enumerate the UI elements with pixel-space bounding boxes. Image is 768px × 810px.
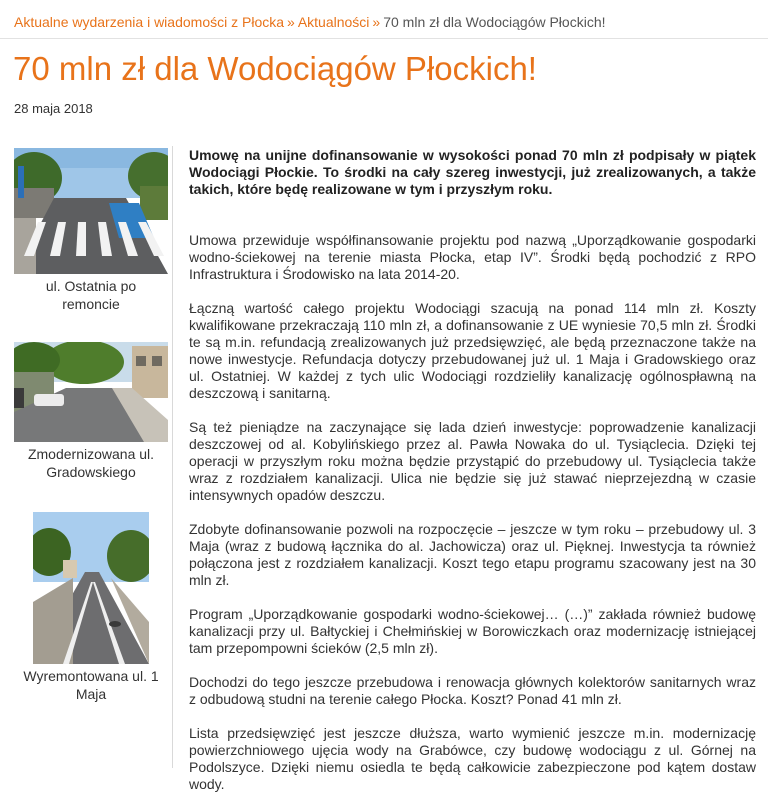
article-paragraph: Umowa przewiduje współfinansowanie projektu pod nazwą „Uporządkowanie gospodarki wodno-ściekowej na terenie miasta Płocka, etap IV”. Środki będą pochodzić z RPO Infrastruktura i Środowisko na lata 2014-20. [189, 232, 756, 282]
sidebar-photo-ostatnia [14, 148, 168, 313]
article-paragraph: Są też pieniądze na zaczynające się lada dzień inwestycje: poprowadzenie kanalizacji deszczowej od al. Kobylińskiego przez al. Pawła Nowaka do ul. Tysiąclecia. Dzięki tej operacji w przyszłym roku można będzie przystąpić do przebudowy ul. Tysiąclecia także wraz z rozdziałem kanalizacji. Ulica nie będzie się już stawać nieprzejezdną w czasie intensywnych opadów deszczu. [189, 419, 756, 503]
sidebar-photo-1-maja [14, 512, 168, 703]
breadcrumb-home-link[interactable]: Aktualne wydarzenia i wiadomości z Płocka [14, 14, 285, 30]
header-divider [0, 38, 768, 39]
breadcrumb-separator: » [372, 14, 381, 30]
article-paragraph: Dochodzi do tego jeszcze przebudowa i renowacja głównych kolektorów sanitarnych wraz z odbudową studni na terenie całego Płocka. Koszt? Ponad 41 mln zł. [189, 674, 756, 707]
photo-caption: Wyremontowana ul. 1 Maja [23, 668, 159, 702]
breadcrumb-separator: » [287, 14, 295, 30]
page-title: 70 mln zł dla Wodociągów Płockich! [13, 50, 537, 87]
article-paragraph: Łączną wartość całego projektu Wodociągi szacują na ponad 114 mln zł. Koszty kwalifikowane przekraczają 110 mln zł, a dofinansowanie z UE wyniesie 70,5 mln zł. Środki te są m.in. refundacją zrealizowanych już przedsięwzięć, ale będą przeznaczone także na nowe inwestycje. Refundacja dotyczy przebudowanej już ul. 1 Maja i Gradowskiego oraz ul. Ostatniej. W każdej z tych ulic Wodociągi rozdzieliły kanalizację ogólnospławną na deszczową i sanitarną. [189, 300, 756, 401]
breadcrumb [14, 14, 606, 30]
article-body [189, 147, 756, 810]
photo-caption: ul. Ostatnia po remoncie [45, 278, 137, 312]
photo-caption: Zmodernizowana ul. Gradowskiego [27, 446, 155, 480]
article-paragraph: Zdobyte dofinansowanie pozwoli na rozpoczęcie – jeszcze w tym roku – przebudowy ul. 3 Maja (wraz z budową łącznika do al. Jachowicza) oraz ul. Pięknej. Inwestycja ta również połączona jest z rozdziałem kanalizacji. Koszt tego etapu programu szacowany jest na 30 mln zł. [189, 521, 756, 588]
sidebar-photo-gradowskiego [14, 342, 168, 481]
photo-image-ostatnia[interactable] [14, 148, 168, 274]
article-lead: Umowę na unijne dofinansowanie w wysokości ponad 70 mln zł podpisały w piątek Wodociągi Płockie. To środki na cały szereg inwestycji, już zrealizowanych, a także takich, które będę realizowane w tym i przyszłym roku. [189, 147, 756, 197]
sidebar-divider [172, 146, 173, 768]
photo-image-1-maja[interactable] [33, 512, 149, 664]
article-paragraph: Program „Uporządkowanie gospodarki wodno-ściekowej… (…)” zakłada również budowę kanalizacji przy ul. Bałtyckiej i Chełmińskiej w Borowiczkach oraz modernizację istniejącej tam przepompowni ścieków (2,5 mln zł). [189, 606, 756, 656]
article-date: 28 maja 2018 [14, 101, 93, 116]
breadcrumb-section-link[interactable]: Aktualności [297, 14, 370, 30]
article-paragraph: Lista przedsięwzięć jest jeszcze dłuższa, warto wymienić jeszcze m.in. modernizację powierzchniowego ujęcia wody na Grabówce, czy budowę wodociągu z ul. Górnej na Podolszyce. Dzięki niemu osiedla te będą całkowicie zabezpieczone pod kątem dostaw wody. [189, 725, 756, 792]
breadcrumb-current: 70 mln zł dla Wodociągów Płockich! [383, 14, 606, 30]
photo-image-gradowskiego[interactable] [14, 342, 168, 442]
